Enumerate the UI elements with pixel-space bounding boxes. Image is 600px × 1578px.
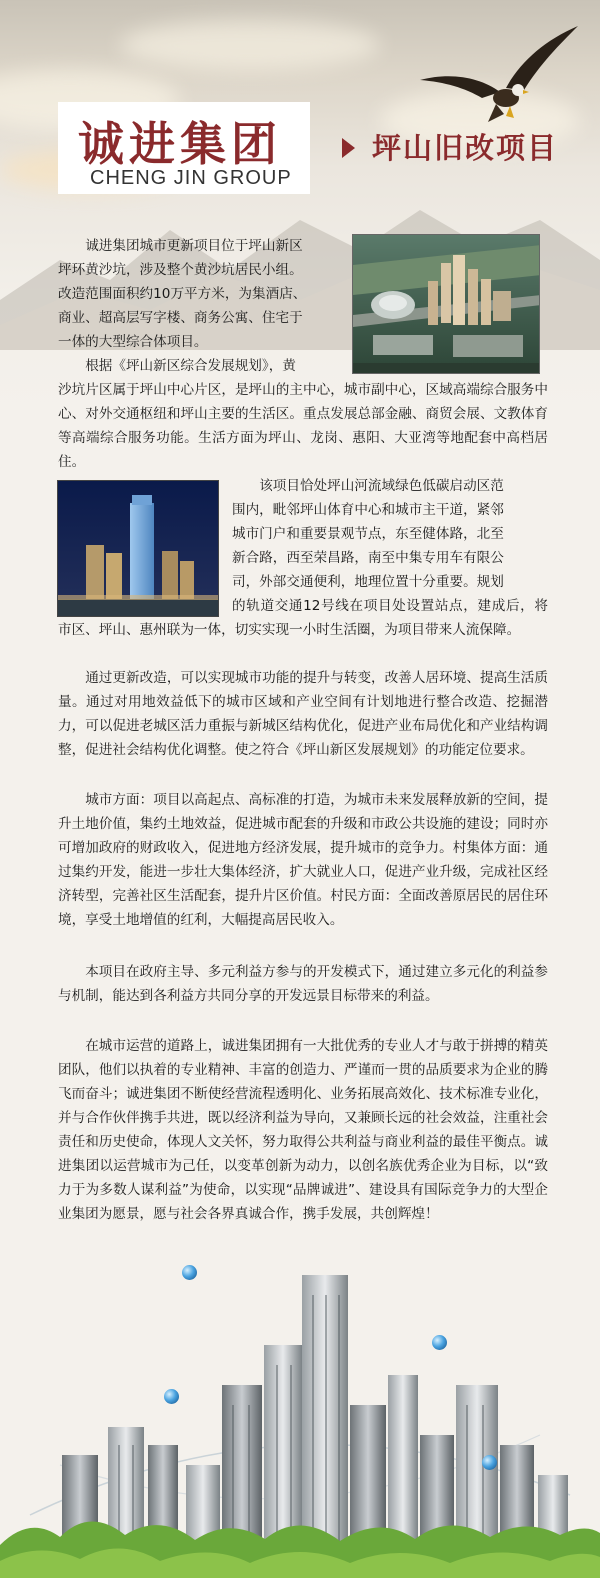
city-skyline-image — [0, 1265, 600, 1578]
paragraph-vision: 在城市运营的道路上，诚进集团拥有一大批优秀的专业人才与敢于拼搏的精英团队，他们以执着的专业精神、丰富的创造力、严谨而一贯的品质要求为企业的腾飞而奋斗；诚进集团不断使经营流程透明化、业务拓展高效化、技术标准专业化，并与合作伙伴携手共进，既以经济利益为导向，又兼顾长远的社会效益，注重社会责任和历史使命，体现人文关怀，努力取得公共利益与商业利益的最佳平衡点。诚进集团以运营城市为己任，以变革创新为动力，以创名族优秀企业为目标，以“致力于为多数人谋利益”为使命，以实现“品牌诚进”、建设具有国际竞争力的大型企业集团为愿景，愿与社会各界真诚合作，携手发展，共创辉煌！ — [58, 1038, 548, 1222]
paragraph-plan-first-line: 根据《坪山新区综合发展规划》，黄 — [85, 358, 296, 374]
text-line: 改造范围面积约10万平方米，为集酒店、 — [58, 286, 307, 302]
aerial-render-image — [352, 234, 540, 374]
brand-box — [58, 102, 310, 194]
orb-icon — [432, 1335, 447, 1350]
project-title: 坪山旧改项目 — [372, 131, 559, 165]
paragraph-renewal: 通过更新改造，可以实现城市功能的提升与转变，改善人居环境、提高生活质量。通过对用地效益低下的城市区域和产业空间有计划地进行整合改造、挖掘潜力，可以促进老城区活力重振与新城区结构优化，促进产业布局优化和产业结构调整，促进社会结构优化调整。使之符合《坪山新区发展规划》的功能定位要求。 — [58, 670, 548, 758]
orb-icon — [164, 1389, 179, 1404]
paragraph-intro — [58, 234, 348, 354]
text-line: 坪环黄沙坑，涉及整个黄沙坑居民小组。 — [58, 262, 303, 278]
text-line: 该项目恰处坪山河流域绿色低碳启动区范 — [259, 478, 504, 494]
paragraph-model: 本项目在政府主导、多元利益方参与的开发模式下，通过建立多元化的利益参与机制，能达到各利益方共同分享的开发远景目标带来的利益。 — [58, 964, 548, 1004]
text-line: 诚进集团城市更新项目位于坪山新区 — [85, 238, 303, 254]
text-line: 司，外部交通便利，地理位置十分重要。规划 — [232, 574, 504, 590]
orb-icon — [182, 1265, 197, 1280]
brand-name-cn: 诚进集团 — [78, 117, 282, 171]
eagle-image — [420, 22, 580, 142]
text-line: 新合路，西至荣昌路，南至中集专用车有限公 — [232, 550, 504, 566]
orb-icon — [482, 1455, 497, 1470]
text-line: 一体的大型综合体项目。 — [58, 334, 208, 350]
paragraph-location — [232, 474, 548, 594]
text-line: 围内，毗邻坪山体育中心和城市主干道，紧邻 — [232, 502, 504, 518]
text-line: 城市门户和重要景观节点，东至健体路，北至 — [232, 526, 504, 542]
paragraph-benefits: 城市方面：项目以高起点、高标准的打造，为城市未来发展释放新的空间，提升土地价值，集约土地效益，促进城市配套的升级和市政公共设施的建设；同时亦可增加政府的财政收入，促进地方经济发展，提升城市的竞争力。村集体方面：通过集约开发，能进一步壮大集体经济，扩大就业人口，促进产业升级，完成社区经济转型，完善社区生活配套，提升片区价值。村民方面：全面改善原居民的居住环境，享受土地增值的红利，大幅提高居民收入。 — [58, 792, 548, 928]
brand-name-en: CHENG JIN GROUP — [90, 167, 292, 189]
paragraph-plan: 沙坑片区属于坪山中心片区，是坪山的主中心，城市副中心，区域高端综合服务中心、对外交通枢纽和坪山主要的生活区。重点发展总部金融、商贸会展、文教体育等高端综合服务功能。生活方面为坪山、龙岗、惠阳、大亚湾等地配套中高档居住。 — [58, 382, 548, 470]
triangle-bullet-icon — [342, 138, 355, 158]
text-line: 商业、超高层写字楼、商务公寓、住宅于 — [58, 310, 303, 326]
paragraph-location-continued: 的轨道交通12号线在项目处设置站点，建成后，将市区、坪山、惠州联为一体，切实实现一小时生活圈，为项目带来人流保障。 — [58, 598, 548, 638]
